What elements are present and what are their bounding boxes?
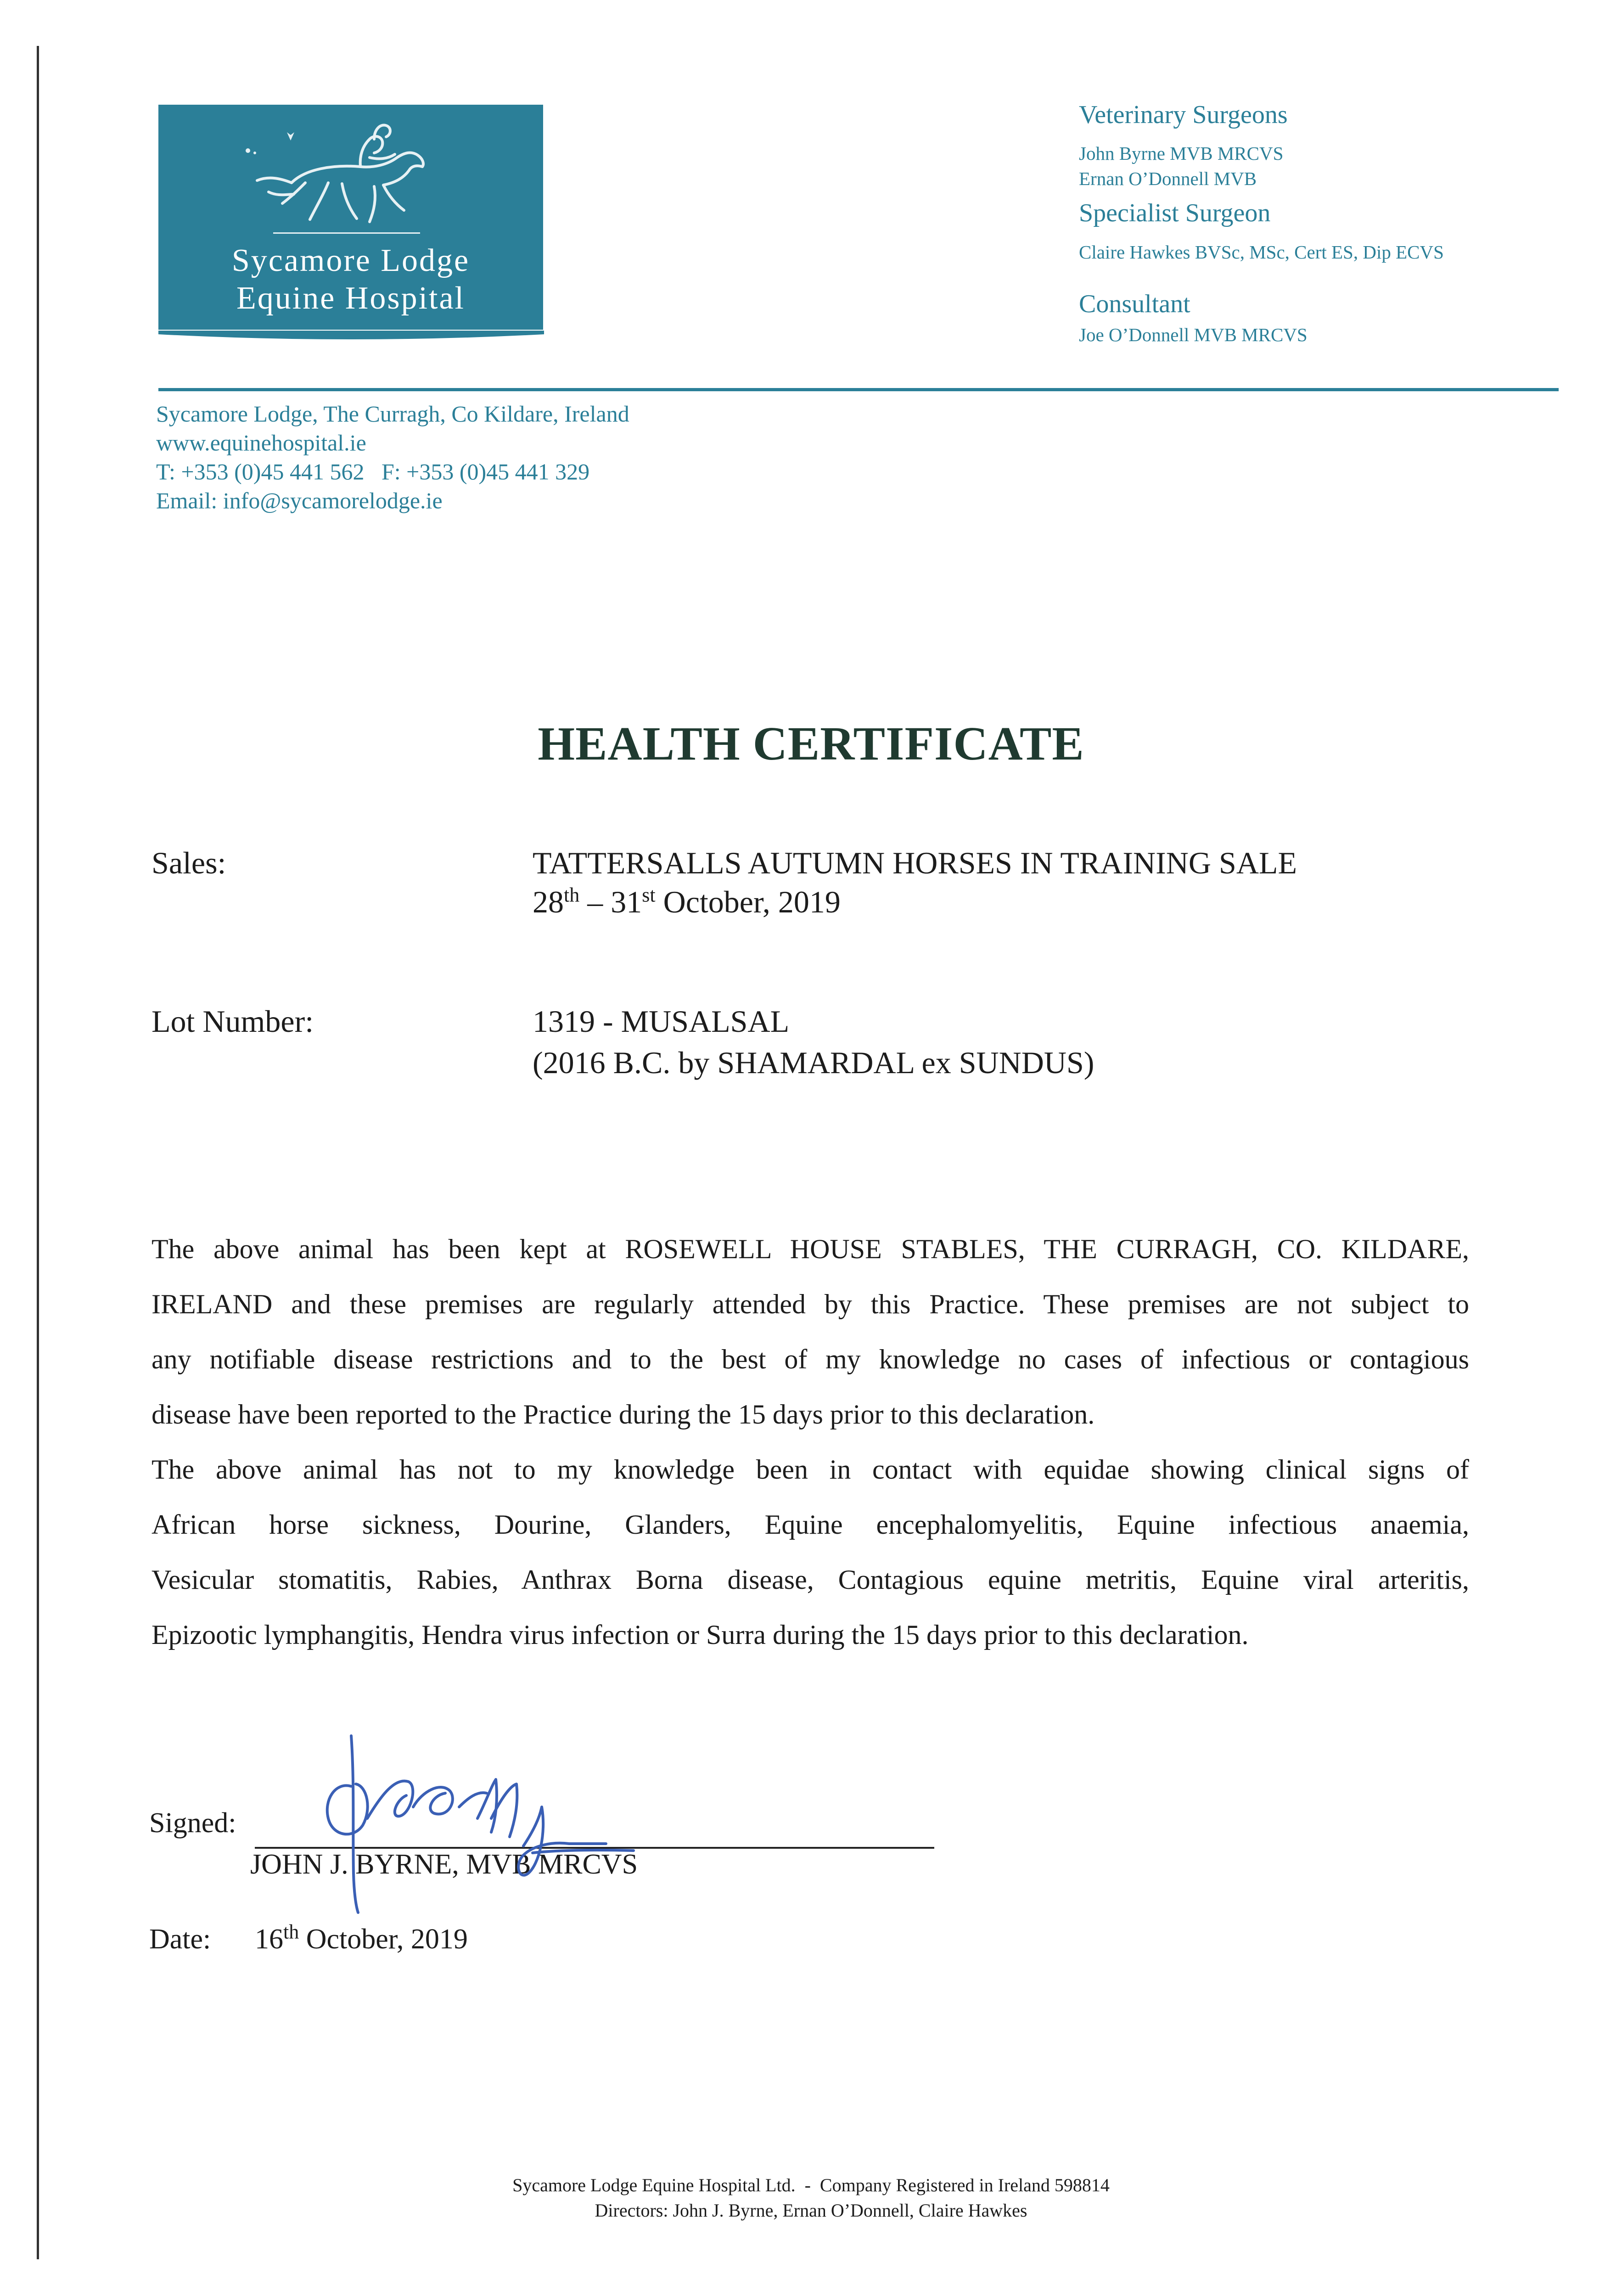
footer-directors-line: Directors: John J. Byrne, Ernan O’Donnell, Claire Hawkes [595,2200,1027,2221]
racehorse-jockey-icon [236,114,466,233]
document-title: HEALTH CERTIFICATE [538,717,1084,770]
specialist-name: Claire Hawkes BVSc, MSc, Cert ES, Dip ECVS [1079,242,1444,263]
logo-line-1: Sycamore Lodge [231,243,470,278]
address-line: Sycamore Lodge, The Curragh, Co Kildare, Ireland [156,401,629,427]
declaration-paragraph-2 [152,1442,1469,1662]
date-value [255,1920,468,1956]
sales-date-start-suffix: th [564,884,580,906]
paragraph-1-line-3: any notifiable disease restrictions and to the best of my knowledge no cases of infectious or contagious [152,1344,1469,1374]
signatory-name: JOHN J. BYRNE, MVB MRCVS [250,1849,638,1880]
email-link[interactable]: Email: info@sycamorelodge.ie [156,488,443,513]
date-day: 16 [255,1924,283,1955]
sales-dates [533,884,841,920]
date-month-year: October, 2019 [299,1924,468,1955]
paragraph-2-line-3: Vesicular stomatitis, Rabies, Anthrax Borna disease, Contagious equine metritis, Equine viral arteritis, [152,1564,1469,1595]
consultant-name: Joe O’Donnell MVB MRCVS [1079,324,1308,345]
date-label: Date: [149,1924,211,1955]
paragraph-1-line-2: IRELAND and these premises are regularly attended by this Practice. These premises are not subject to [152,1289,1469,1319]
date-day-suffix: th [283,1920,299,1943]
phone-fax: T: +353 (0)45 441 562 F: +353 (0)45 441 329 [156,459,590,484]
vet-name-2: Ernan O’Donnell MVB [1079,168,1257,189]
signed-label: Signed: [149,1807,236,1839]
lot-value: 1319 - MUSALSAL [533,1004,790,1039]
vets-heading: Veterinary Surgeons [1079,101,1288,129]
paragraph-2-line-1: The above animal has not to my knowledge been in contact with equidae showing clinical signs of [152,1454,1469,1485]
handwritten-signature [275,1727,790,1919]
sales-date-separator: – 31 [579,884,642,919]
sales-label: Sales: [152,845,226,880]
header-rule [158,388,1559,391]
logo-line-2: Equine Hospital [236,281,465,316]
declaration-paragraph-1 [152,1221,1469,1442]
left-margin-line [37,46,39,2259]
vet-name-1: John Byrne MVB MRCVS [1079,143,1284,164]
lot-label: Lot Number: [152,1004,314,1039]
footer-company-line: Sycamore Lodge Equine Hospital Ltd. - Company Registered in Ireland 598814 [512,2175,1110,2195]
sales-name: TATTERSALLS AUTUMN HORSES IN TRAINING SALE [533,845,1297,880]
paragraph-1-line-4: disease have been reported to the Practice during the 15 days prior to this declaration. [152,1399,1095,1429]
paragraph-2-line-2: African horse sickness, Dourine, Glanders, Equine encephalomyelitis, Equine infectious anaemia, [152,1509,1469,1540]
sales-date-start: 28 [533,884,564,919]
hospital-logo [158,105,543,330]
lot-pedigree: (2016 B.C. by SHAMARDAL ex SUNDUS) [533,1045,1094,1080]
sales-date-rest: October, 2019 [655,884,841,919]
logo-divider [273,232,420,234]
sales-date-end-suffix: st [642,884,656,906]
logo-swoosh [158,321,544,354]
paragraph-2-line-4: Epizootic lymphangitis, Hendra virus infection or Surra during the 15 days prior to this declaration. [152,1620,1249,1650]
specialist-heading: Specialist Surgeon [1079,199,1271,227]
paragraph-1-line-1: The above animal has been kept at ROSEWELL HOUSE STABLES, THE CURRAGH, CO. KILDARE, [152,1234,1469,1264]
consultant-heading: Consultant [1079,290,1190,318]
website-link[interactable]: www.equinehospital.ie [156,430,366,456]
